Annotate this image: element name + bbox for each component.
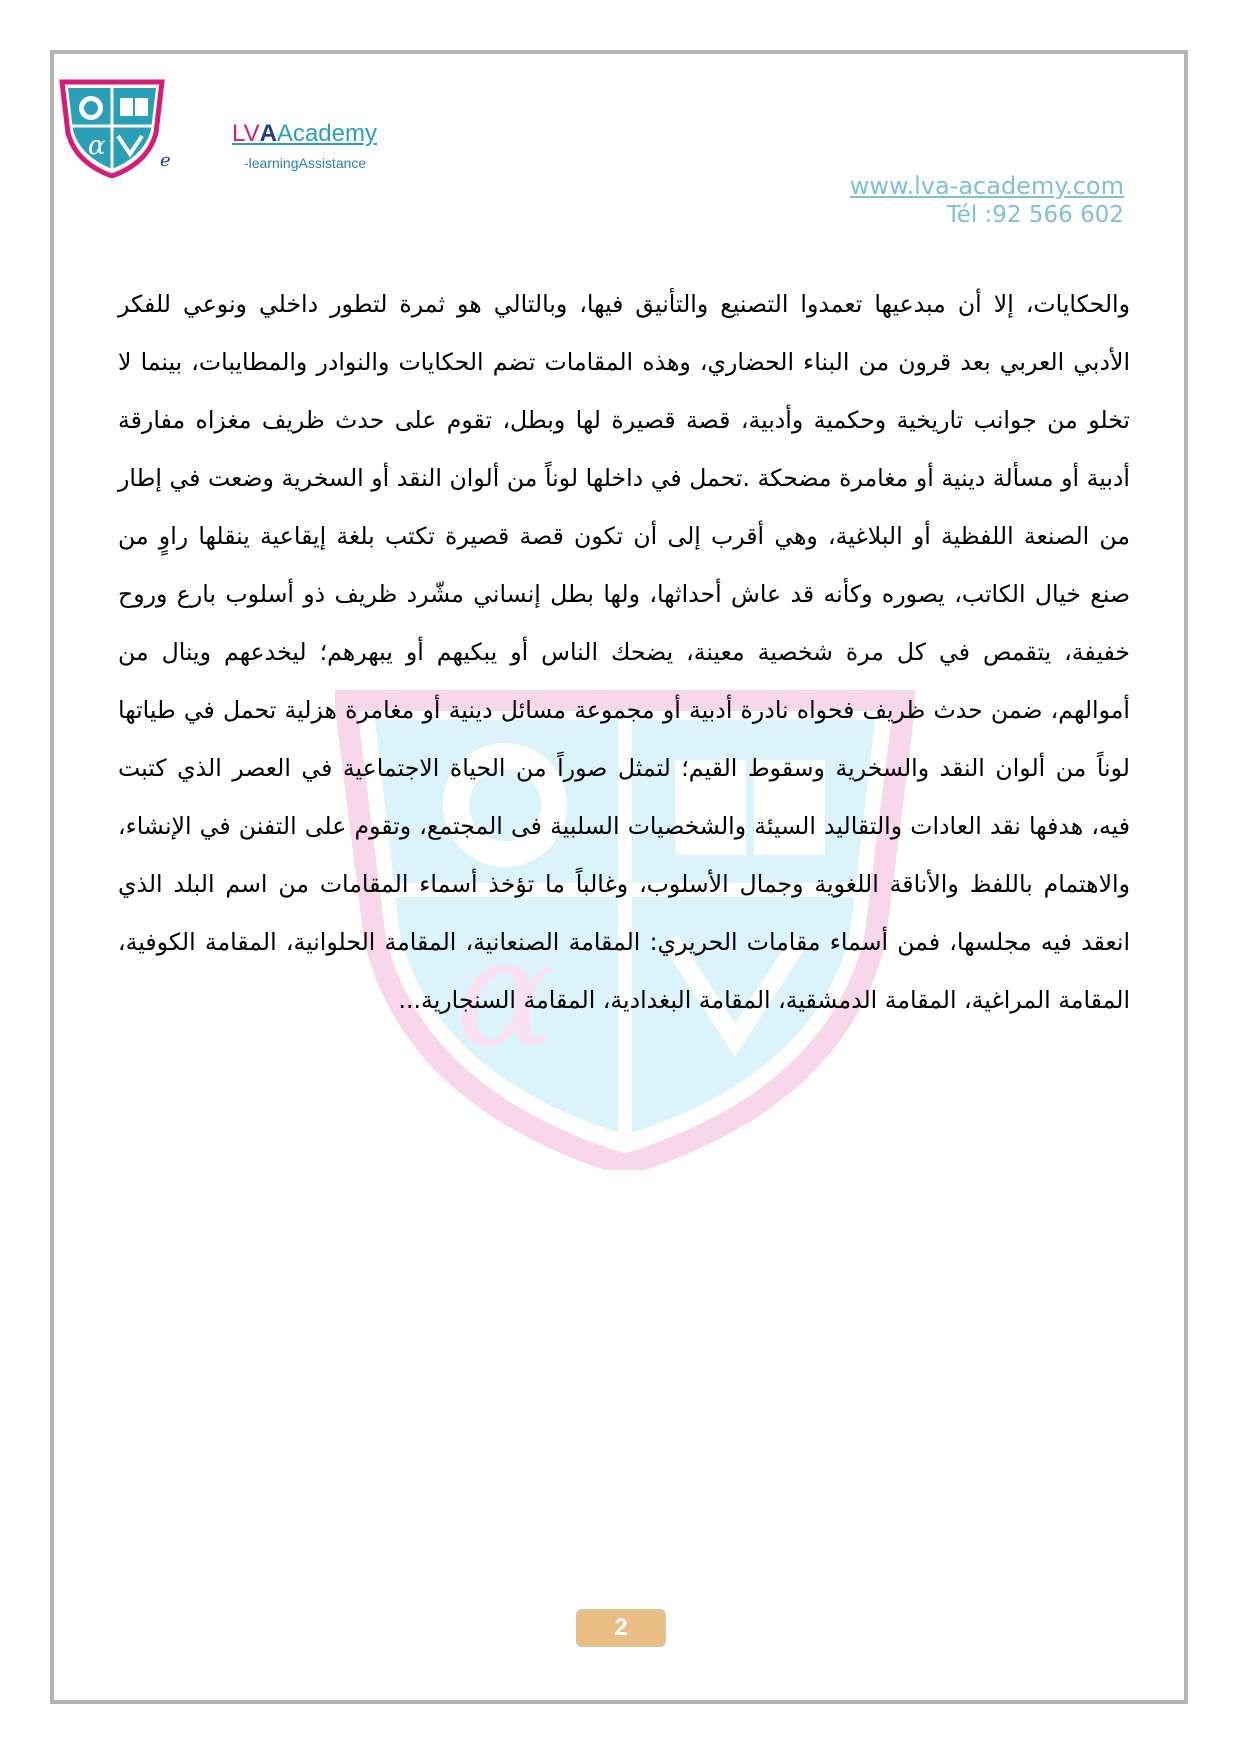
brand-part-a: A (259, 120, 277, 147)
website-link[interactable]: www.lva-academy.com (849, 172, 1124, 200)
article-body (118, 275, 1130, 1029)
lva-shield-logo-icon (56, 78, 168, 178)
page-number-badge: 2 (576, 1609, 666, 1647)
brand-part-academy: Academy (276, 120, 377, 147)
brand-part-lv: LV (232, 120, 260, 147)
svg-text:α: α (88, 131, 106, 161)
svg-text:α: α (455, 907, 557, 1081)
logo-e-letter: e (160, 150, 171, 171)
brand-name[interactable] (232, 120, 377, 148)
body-paragraph: والحكايات، إلا أن مبدعيها تعمدوا التصنيع والتأنيق فيها، وبالتالي هو ثمرة لتطور داخلي ونوعي للفكر الأدبي العربي بعد قرون من البناء الحضاري، وهذه المقامات تضم الحكايات والنوادر والمطايبات، بينما لا تخلو من جوانب تاريخية وحكمية وأدبية، قصة قصيرة لها وبطل، تقوم على حدث ظريف مغزاه مفارقة أدبية أو مسألة دينية أو مغامرة مضحكة .تحمل في داخلها لوناً من ألوان النقد أو السخرية وضعت في إطار من الصنعة اللفظية أو البلاغية، وهي أقرب إلى أن تكون قصة قصيرة تكتب بلغة إيقاعية ينقلها راوٍ من صنع خيال الكاتب، يصوره وكأنه قد عاش أحداثها، ولها بطل إنساني مشّرد ظريف ذو أسلوب بارع وروح خفيفة، يتقمص في كل مرة شخصية معينة، يضحك الناس أو يبكيهم أو يبهرهم؛ ليخدعهم وينال من أموالهم، ضمن حدث ظريف فحواه نادرة أدبية أو مجموعة مسائل دينية أو مغامرة هزلية تحمل في طياتها لوناً من ألوان النقد والسخرية وسقوط القيم؛ لتمثل صوراً من الحياة الاجتماعية في العصر الذي كتبت فيه، هدفها نقد العادات والتقاليد السيئة والشخصيات السلبية فى المجتمع، وتقوم على التفنن في الإنشاء، والاهتمام باللفظ والأناقة اللغوية وجمال الأسلوب، وغالباً ما تؤخذ أسماء المقامات من اسم البلد الذي انعقد فيه مجلسها، فمن أسماء مقامات الحريري: المقامة الصنعانية، المقامة الحلوانية، المقامة الكوفية، المقامة المراغية، المقامة الدمشقية، المقامة البغدادية، المقامة السنجارية... (118, 290, 1130, 1014)
phone-number: Tél :92 566 602 (946, 202, 1124, 228)
brand-tagline: -learningAssistance (244, 155, 367, 171)
